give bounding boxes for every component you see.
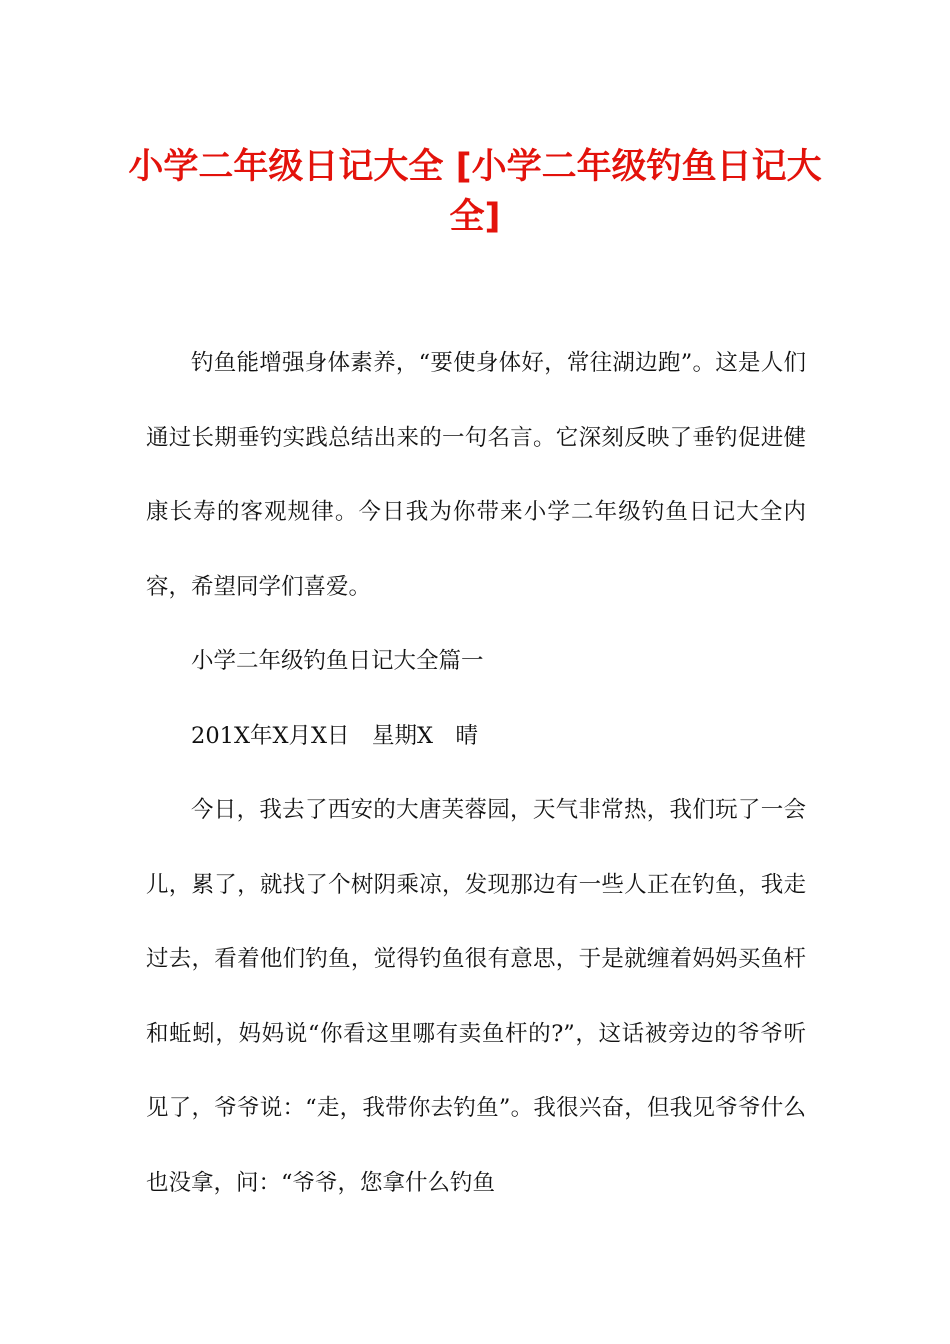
paragraph-section-heading: 小学二年级钓鱼日记大全篇一 <box>191 648 484 674</box>
paragraph-diary-entry: 今日，我去了西安的大唐芙蓉园，天气非常热，我们玩了一会儿，累了，就找了个树阴乘凉，发现那边有一些人正在钓鱼，我走过去，看着他们钓鱼，觉得钓鱼很有意思，于是就缠着妈妈买鱼杆和蚯蚓，妈妈说“你看这里哪有卖鱼杆的?”，这话被旁边的爷爷听见了，爷爷说：“走，我带你去钓鱼”。我很兴奋，但我见爷爷什么也没拿，问：“爷爷，您拿什么钓鱼 <box>146 797 806 1196</box>
paragraph-date-line: 201X年X月X日 星期X 晴 <box>191 722 479 749</box>
document-body <box>146 326 806 1220</box>
paragraph-intro: 钓鱼能增强身体素养，“要使身体好，常往湖边跑”。这是人们通过长期垂钓实践总结出来的一句名言。它深刻反映了垂钓促进健康长寿的客观规律。今日我为你带来小学二年级钓鱼日记大全内容，希望同学们喜爱。 <box>146 350 806 600</box>
document-title: 小学二年级日记大全 [小学二年级钓鱼日记大全] <box>128 147 822 237</box>
